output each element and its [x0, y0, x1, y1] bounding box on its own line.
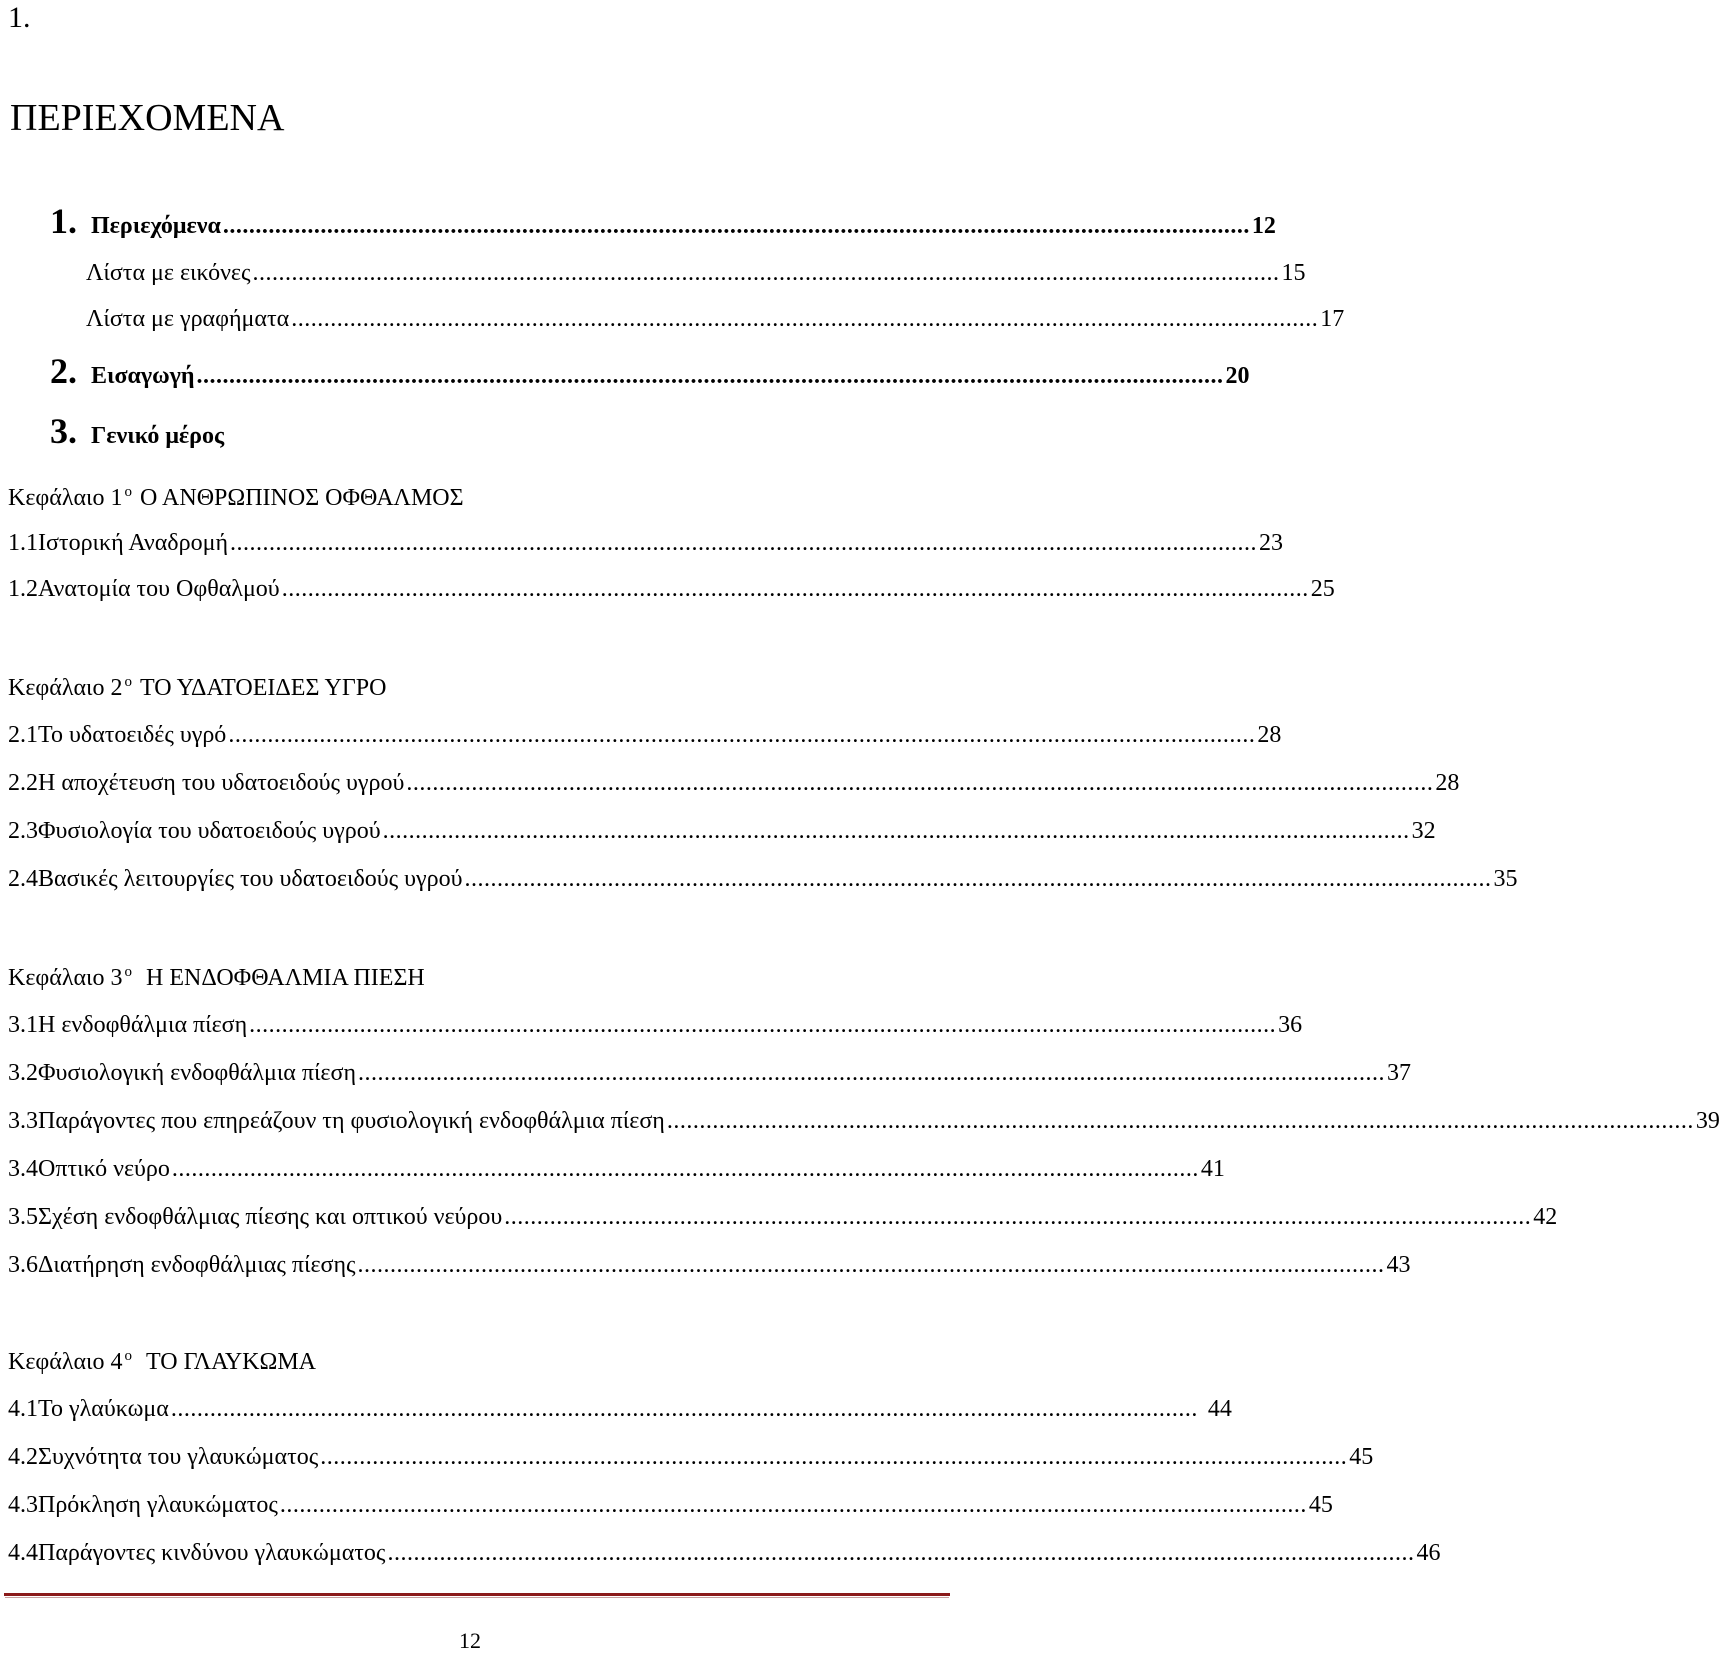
toc-section[interactable] [8, 1396, 1232, 1423]
section-text: Η ενδοφθάλμια πίεση [38, 1012, 248, 1038]
chapter-title: Η ΕΝΔΟΦΘΑΛΜΙΑ ΠΙΕΣΗ [146, 965, 425, 991]
toc-entry-list-of-graphs[interactable] [86, 306, 1345, 333]
section-number: 3.6 [8, 1252, 38, 1278]
section-page: 45 [1308, 1492, 1333, 1518]
section-page: 42 [1533, 1204, 1558, 1230]
section-page: 28 [1435, 770, 1460, 796]
dot-leader: .............................................................................................................................................................. [249, 1012, 1277, 1038]
toc-section[interactable] [8, 576, 1335, 603]
chapter-heading[interactable] [8, 1348, 316, 1376]
dot-leader: .............................................................................................................................................................. [279, 1492, 1307, 1518]
toc-section[interactable] [8, 1012, 1303, 1039]
section-page: 23 [1259, 530, 1284, 556]
dot-leader: .............................................................................................................................................................. [171, 1156, 1199, 1182]
dot-leader: .............................................................................................................................................................. [222, 213, 1250, 239]
section-page: 35 [1493, 866, 1518, 892]
section-text: Πρόκληση γλαυκώματος [38, 1492, 278, 1518]
section-page: 44 [1207, 1396, 1232, 1422]
section-text: Παράγοντες κινδύνου γλαυκώματος [38, 1540, 386, 1566]
section-page: 45 [1349, 1444, 1374, 1470]
chapter-label: Κεφάλαιο 1 [8, 485, 123, 511]
section-number: 3.4 [8, 1156, 38, 1182]
section-text: Διατήρηση ενδοφθάλμιας πίεσης [38, 1252, 356, 1278]
toc-section[interactable] [8, 1204, 1558, 1231]
toc-entry-text: Γενικό μέρος [91, 423, 225, 449]
toc-section[interactable] [8, 818, 1436, 845]
section-number: 1.1 [8, 530, 38, 556]
section-text: Οπτικό νεύρο [38, 1156, 170, 1182]
toc-entry-number: 1. [50, 201, 77, 241]
section-text: Φυσιολογική ενδοφθάλμια πίεση [38, 1060, 356, 1086]
section-text: Το γλαύκωμα [38, 1396, 169, 1422]
section-number: 1.2 [8, 576, 38, 602]
toc-entry-page: 17 [1320, 306, 1345, 332]
chapter-label: Κεφάλαιο 2 [8, 675, 123, 701]
toc-entry-text: Λίστα με εικόνες [86, 260, 251, 286]
dot-leader: .............................................................................................................................................................. [387, 1540, 1415, 1566]
section-text: Η αποχέτευση του υδατοειδούς υγρού [38, 770, 405, 796]
section-number: 4.3 [8, 1492, 38, 1518]
section-number: 2.2 [8, 770, 38, 796]
dot-leader: .............................................................................................................................................................. [358, 1060, 1385, 1086]
toc-entry-text: Εισαγωγή [91, 363, 195, 389]
section-text: Παράγοντες που επηρεάζουν τη φυσιολογική ενδοφθάλμια πίεση [38, 1108, 665, 1134]
toc-section[interactable] [8, 1444, 1374, 1471]
toc-section[interactable] [8, 1492, 1333, 1519]
dot-leader: .............................................................................................................................................................. [252, 260, 1280, 286]
section-text: Ανατομία του Οφθαλμού [38, 576, 280, 602]
toc-section[interactable] [8, 1060, 1411, 1087]
footer-page-number: 12 [459, 1628, 481, 1653]
section-page: 25 [1310, 576, 1335, 602]
dot-leader: .............................................................................................................................................................. [320, 1444, 1348, 1470]
toc-entry-page: 15 [1281, 260, 1306, 286]
section-number: 4.1 [8, 1396, 38, 1422]
section-text: Το υδατοειδές υγρό [38, 722, 227, 748]
toc-section[interactable] [8, 530, 1284, 557]
dot-leader: .............................................................................................................................................................. [170, 1396, 1198, 1422]
chapter-heading[interactable] [8, 674, 386, 702]
chapter-title: ΤΟ ΥΔΑΤΟΕΙΔΕΣ ΥΓΡΟ [140, 675, 387, 701]
section-page: 32 [1411, 818, 1436, 844]
section-page: 46 [1416, 1540, 1441, 1566]
section-number: 2.1 [8, 722, 38, 748]
dot-leader: .............................................................................................................................................................. [382, 818, 1410, 844]
section-page: 43 [1386, 1252, 1411, 1278]
chapter-heading[interactable] [8, 484, 464, 512]
chapter-heading[interactable] [8, 964, 425, 992]
toc-section[interactable] [8, 1540, 1441, 1567]
dot-leader: .............................................................................................................................................................. [196, 363, 1224, 389]
section-page: 37 [1387, 1060, 1411, 1086]
toc-entry-contents[interactable] [50, 200, 1276, 242]
section-text: Βασικές λειτουργίες του υδατοειδούς υγρού [38, 866, 463, 892]
section-number: 2.4 [8, 866, 38, 892]
chapter-ordinal: ο [124, 484, 133, 500]
section-text: Συχνότητα του γλαυκώματος [38, 1444, 319, 1470]
chapter-ordinal: ο [124, 674, 133, 690]
section-number: 3.3 [8, 1108, 38, 1134]
toc-entry-number: 2. [50, 351, 77, 391]
dot-leader: .............................................................................................................................................................. [464, 866, 1492, 892]
dot-leader: .............................................................................................................................................................. [228, 722, 1256, 748]
toc-entry-general-part[interactable] [50, 410, 224, 452]
section-text: Σχέση ενδοφθάλμιας πίεσης και οπτικού νεύρου [38, 1204, 503, 1230]
section-number: 3.5 [8, 1204, 38, 1230]
toc-entry-list-of-figures[interactable] [86, 260, 1306, 287]
dot-leader: .............................................................................................................................................................. [504, 1204, 1532, 1230]
toc-entry-text: Περιεχόμενα [91, 213, 221, 239]
header-page-number: 1. [8, 1, 31, 34]
toc-entry-introduction[interactable] [50, 350, 1250, 392]
section-number: 4.2 [8, 1444, 38, 1470]
dot-leader: .............................................................................................................................................................. [666, 1108, 1694, 1134]
toc-entry-page: 12 [1251, 213, 1276, 239]
toc-entry-text: Λίστα με γραφήματα [86, 306, 290, 332]
toc-entry-page: 20 [1225, 363, 1250, 389]
section-number: 4.4 [8, 1540, 38, 1566]
section-page: 36 [1278, 1012, 1303, 1038]
chapter-label: Κεφάλαιο 4 [8, 1349, 123, 1375]
toc-section[interactable] [8, 866, 1518, 893]
dot-leader: .............................................................................................................................................................. [230, 530, 1258, 556]
chapter-title: ΤΟ ΓΛΑΥΚΩΜΑ [146, 1349, 316, 1375]
section-number: 3.1 [8, 1012, 38, 1038]
toc-section[interactable] [8, 1108, 1720, 1135]
dot-leader: .............................................................................................................................................................. [291, 306, 1319, 332]
section-page: 39 [1695, 1108, 1720, 1134]
chapter-label: Κεφάλαιο 3 [8, 965, 123, 991]
chapter-title: Ο ΑΝΘΡΩΠΙΝΟΣ ΟΦΘΑΛΜΟΣ [140, 485, 464, 511]
dot-leader: .............................................................................................................................................................. [357, 1252, 1385, 1278]
chapter-ordinal: ο [124, 1348, 133, 1364]
section-text: Φυσιολογία του υδατοειδούς υγρού [38, 818, 381, 844]
section-page: 41 [1200, 1156, 1225, 1182]
section-page: 28 [1257, 722, 1282, 748]
section-number: 2.3 [8, 818, 38, 844]
toc-entry-number: 3. [50, 411, 77, 451]
toc-section[interactable] [8, 1252, 1411, 1279]
page-title: ΠΕΡΙΕΧΟΜΕΝΑ [10, 97, 285, 139]
toc-section[interactable] [8, 770, 1460, 797]
chapter-ordinal: ο [124, 964, 133, 980]
section-text: Ιστορική Αναδρομή [38, 530, 229, 556]
dot-leader: .............................................................................................................................................................. [281, 576, 1309, 602]
toc-section[interactable] [8, 1156, 1225, 1183]
toc-section[interactable] [8, 722, 1282, 749]
footer-divider [4, 1593, 950, 1596]
section-number: 3.2 [8, 1060, 38, 1086]
dot-leader: .............................................................................................................................................................. [406, 770, 1434, 796]
